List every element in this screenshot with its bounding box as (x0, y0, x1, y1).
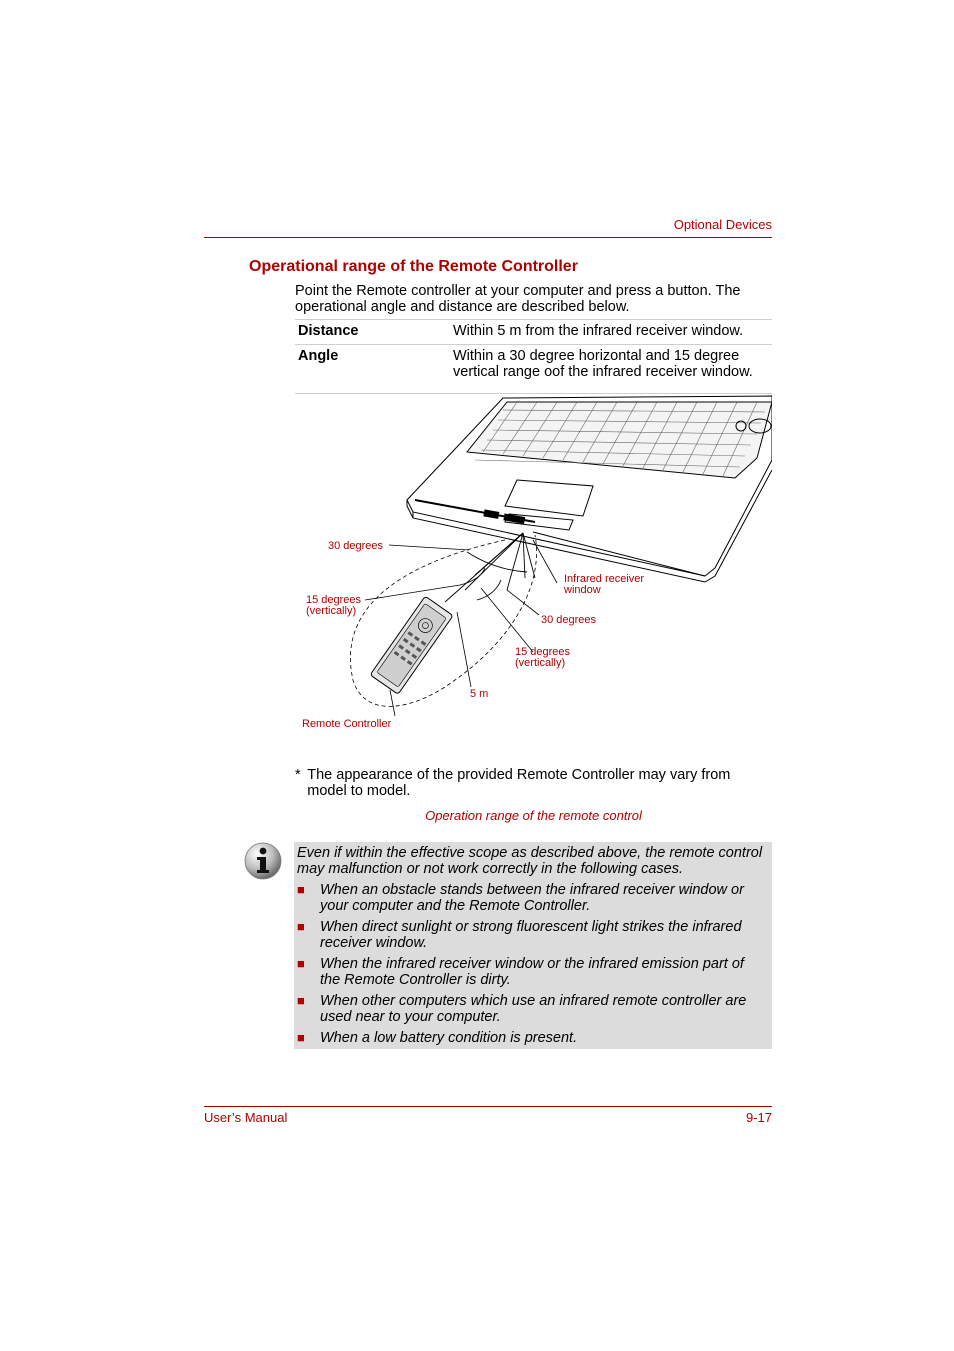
page-number: 9-17 (745, 1110, 772, 1125)
label-15-degrees-right: 15 degrees (515, 646, 571, 658)
spec-label: Distance (298, 323, 359, 339)
label-infrared-receiver: Infrared receiver (564, 573, 645, 585)
bullet-square-icon: ■ (297, 993, 305, 1008)
intro-paragraph: Point the Remote controller at your computer and press a button. The operational angle and distance are described below. (295, 283, 741, 315)
spec-label: Angle (298, 348, 339, 364)
note-intro: Even if within the effective scope as described above, the remote control may malfunction or not work correctly in the following cases. (297, 845, 763, 877)
spec-row-angle (295, 344, 772, 394)
label-remote-controller: Remote Controller (302, 718, 392, 730)
figure-caption: Operation range of the remote control (425, 808, 642, 823)
header-rule (204, 237, 772, 238)
spec-value: Within a 30 degree horizontal and 15 degree vertical range oof the infrared receiver window. (453, 348, 753, 380)
list-item-text: When an obstacle stands between the infrared receiver window or your computer and the Remote Controller. (320, 882, 744, 914)
list-item-text: When other computers which use an infrared remote controller are used near to your computer. (320, 993, 747, 1025)
label-distance: 5 m (470, 688, 489, 700)
laptop-illustration (407, 396, 772, 582)
footnote-text: The appearance of the provided Remote Controller may vary from model to model. (307, 767, 731, 799)
remote-range-illustration (295, 390, 772, 735)
note-box (294, 842, 772, 1049)
list-item-text: When direct sunlight or strong fluorescent light strikes the infrared receiver window. (320, 919, 742, 951)
list-item-text: When a low battery condition is present. (320, 1030, 578, 1046)
footnote-mark: * (295, 767, 301, 783)
bullet-square-icon: ■ (297, 882, 305, 897)
list-item (297, 882, 768, 914)
spec-table (295, 319, 772, 394)
label-30-degrees-right: 30 degrees (541, 614, 597, 626)
footer-manual-title: User’s Manual (204, 1110, 288, 1125)
running-header: Optional Devices (673, 217, 772, 232)
list-item (297, 1030, 768, 1046)
label-receiver-window: window (564, 584, 601, 596)
bullet-square-icon: ■ (297, 956, 305, 971)
spec-row-distance (295, 319, 772, 344)
footer-rule (204, 1106, 772, 1107)
list-item (297, 919, 768, 951)
bullet-square-icon: ■ (297, 1030, 305, 1045)
spec-value: Within 5 m from the infrared receiver window. (453, 323, 744, 339)
section-title: Operational range of the Remote Controller (249, 258, 578, 275)
list-item (297, 993, 768, 1025)
label-vertically-left: (vertically) (306, 605, 357, 617)
footnote (295, 767, 772, 799)
label-30-degrees-horizontal: 30 degrees (328, 540, 384, 552)
label-vertically-right: (vertically) (515, 657, 566, 669)
info-icon (244, 842, 282, 880)
label-15-degrees-left: 15 degrees (306, 594, 362, 606)
list-item (297, 956, 768, 988)
bullet-square-icon: ■ (297, 919, 305, 934)
remote-controller-illustration (370, 596, 453, 694)
list-item-text: When the infrared receiver window or the infrared emission part of the Remote Controller is dirty. (320, 956, 744, 988)
